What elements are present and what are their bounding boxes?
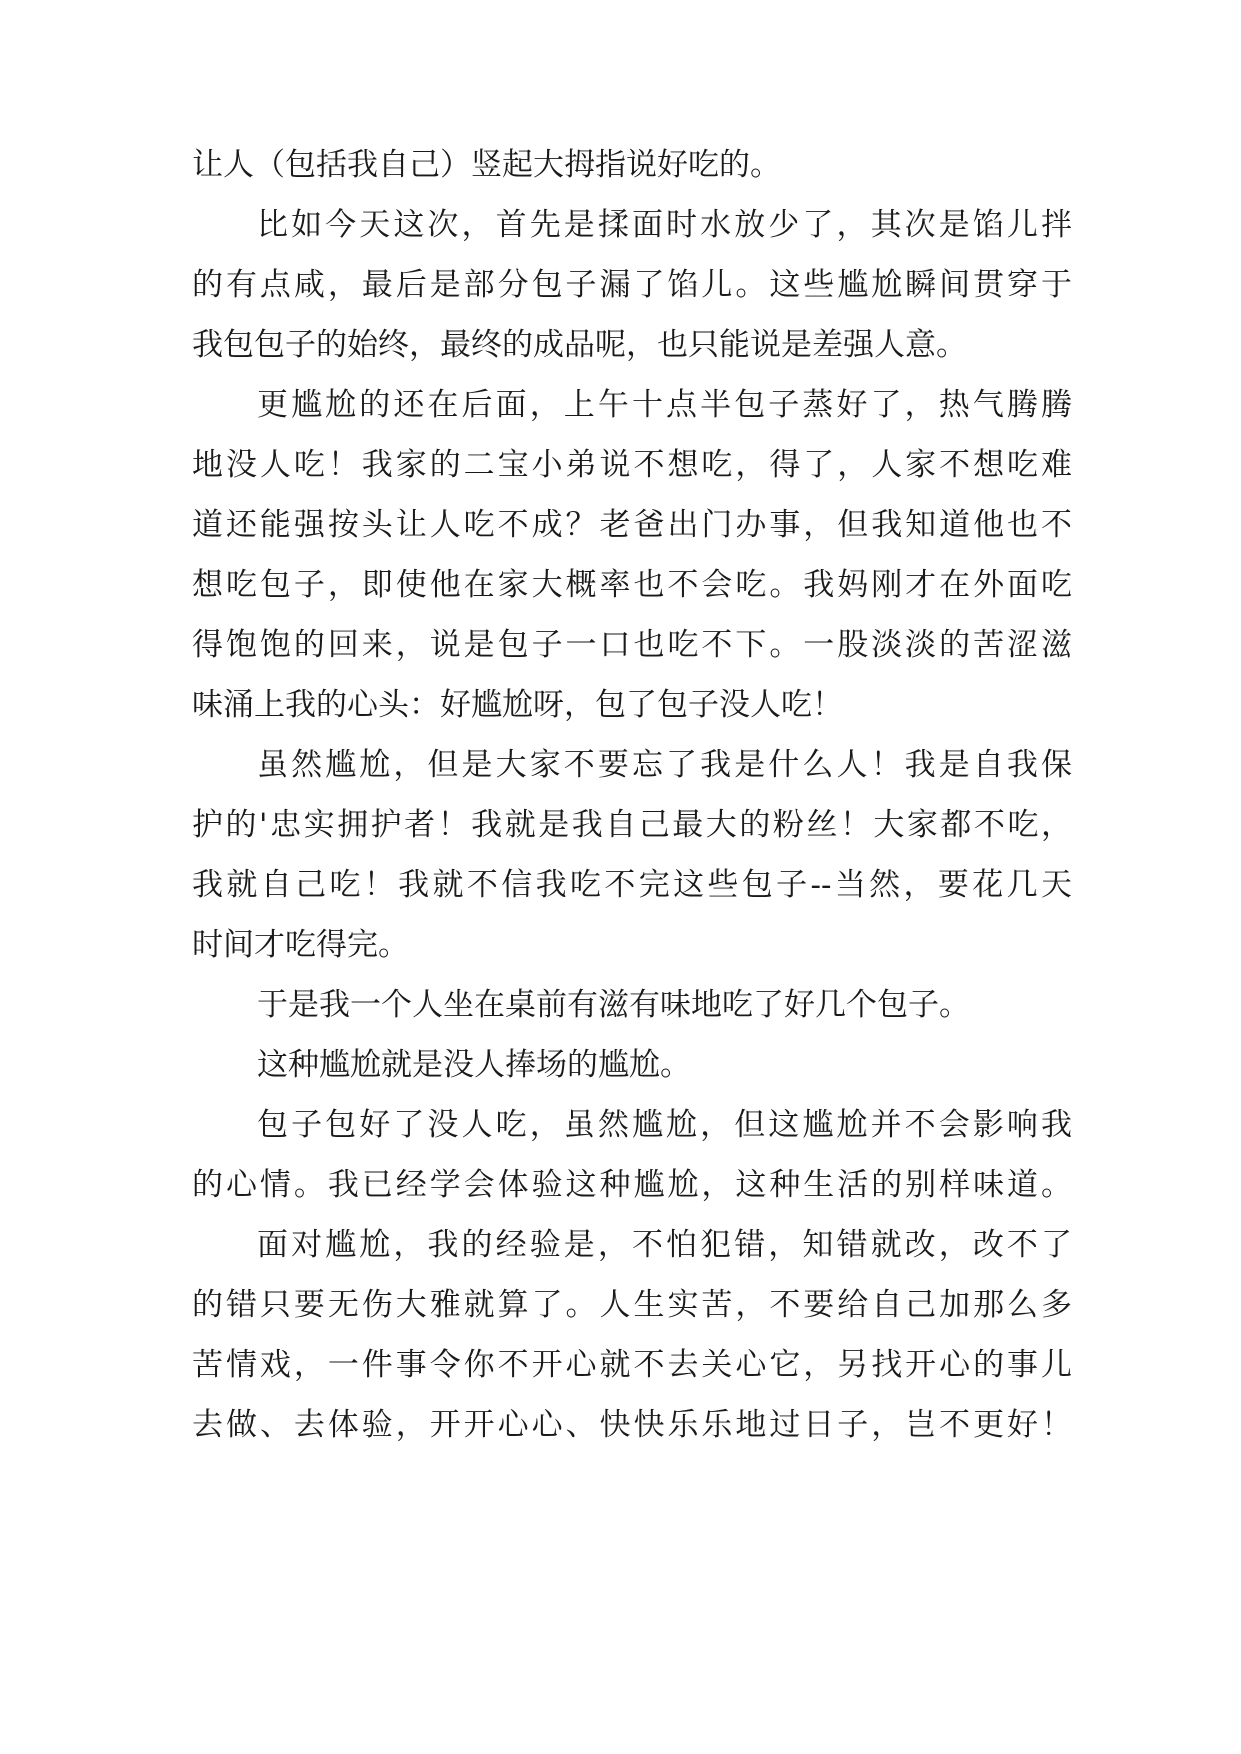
text-line-16: 这种尴尬就是没人捧场的尴尬。 <box>257 1047 691 1083</box>
text-line-12: 护的'忠实拥护者！我就是我自己最大的粉丝！大家都不吃， <box>192 807 1072 843</box>
text-line-11: 虽然尴尬，但是大家不要忘了我是什么人！我是自我保 <box>257 747 1072 783</box>
text-line-14: 时间才吃得完。 <box>192 927 409 963</box>
text-line-18: 的心情。我已经学会体验这种尴尬，这种生活的别样味道。 <box>192 1167 1072 1203</box>
text-line-9: 得饱饱的回来，说是包子一口也吃不下。一股淡淡的苦涩滋 <box>192 627 1072 663</box>
text-line-3: 的有点咸，最后是部分包子漏了馅儿。这些尴尬瞬间贯穿于 <box>192 267 1072 303</box>
text-line-20: 的错只要无伤大雅就算了。人生实苦，不要给自己加那么多 <box>192 1287 1072 1323</box>
text-line-4: 我包包子的始终，最终的成品呢，也只能说是差强人意。 <box>192 327 967 363</box>
text-line-7: 道还能强按头让人吃不成？老爸出门办事，但我知道他也不 <box>192 507 1072 543</box>
text-line-5: 更尴尬的还在后面，上午十点半包子蒸好了，热气腾腾 <box>257 387 1072 423</box>
text-line-6: 地没人吃！我家的二宝小弟说不想吃，得了，人家不想吃难 <box>192 447 1072 483</box>
text-line-17: 包子包好了没人吃，虽然尴尬，但这尴尬并不会影响我 <box>257 1107 1072 1143</box>
text-line-22: 去做、去体验，开开心心、快快乐乐地过日子，岂不更好！ <box>192 1407 1072 1443</box>
text-line-19: 面对尴尬，我的经验是，不怕犯错，知错就改，改不了 <box>257 1227 1072 1263</box>
text-line-21: 苦情戏，一件事令你不开心就不去关心它，另找开心的事儿 <box>192 1347 1072 1383</box>
text-line-2: 比如今天这次，首先是揉面时水放少了，其次是馅儿拌 <box>257 207 1072 243</box>
text-line-15: 于是我一个人坐在桌前有滋有味地吃了好几个包子。 <box>257 987 970 1023</box>
text-line-8: 想吃包子，即使他在家大概率也不会吃。我妈刚才在外面吃 <box>192 567 1072 603</box>
text-line-13: 我就自己吃！我就不信我吃不完这些包子--当然，要花几天 <box>192 867 1072 903</box>
text-line-10: 味涌上我的心头：好尴尬呀，包了包子没人吃！ <box>192 687 843 723</box>
text-line-1: 让人（包括我自己）竖起大拇指说好吃的。 <box>192 147 781 183</box>
